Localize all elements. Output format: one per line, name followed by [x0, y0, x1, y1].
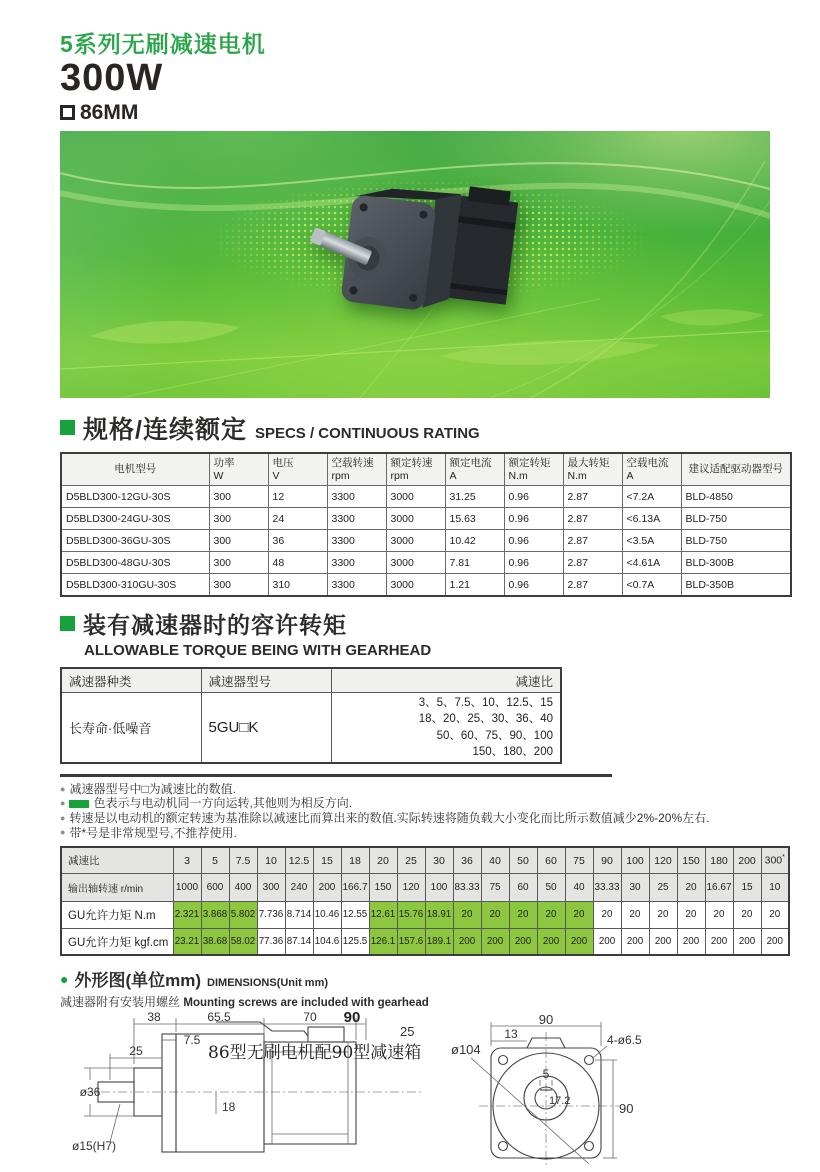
- dim-right-90: 90: [619, 1101, 634, 1117]
- ratio-cell: 36: [453, 847, 481, 873]
- ratio-cell: 180: [705, 847, 733, 873]
- ratio-cell: 10: [761, 873, 789, 901]
- dimensions-title: [60, 966, 790, 991]
- spec-cell: <6.13A: [622, 508, 681, 530]
- ratio-cell: 30: [425, 847, 453, 873]
- dims-title-cn: 外形图(单位mm): [74, 971, 202, 991]
- spec-cell: 300: [209, 530, 268, 552]
- spec-cell: 48: [268, 552, 327, 574]
- spec-cell: 3000: [386, 508, 445, 530]
- ratio-cell: 15: [733, 873, 761, 901]
- section-marker-icon: [60, 420, 75, 435]
- spec-cell: 2.87: [563, 508, 622, 530]
- ratio-cell: 75: [565, 847, 593, 873]
- motor-model: D5BLD300-24GU-30S: [61, 508, 209, 530]
- ratio-cell: 10: [257, 847, 285, 873]
- spec-cell: BLD-750: [681, 508, 791, 530]
- ratio-row: [61, 928, 789, 955]
- gearhead-col-header: 减速器型号: [201, 668, 331, 693]
- spec-col-header: 功率 W: [209, 453, 268, 486]
- gearhead-col-header: 减速器种类: [61, 668, 201, 693]
- spec-cell: 0.96: [504, 508, 563, 530]
- specs-title-en: SPECS / CONTINUOUS RATING: [254, 424, 480, 442]
- specs-title-cn: 规格/连续额定: [83, 415, 247, 444]
- spec-cell: 300: [209, 508, 268, 530]
- spec-cell: 0.96: [504, 552, 563, 574]
- spec-cell: BLD-4850: [681, 486, 791, 508]
- ratio-cell: 104.6: [313, 928, 341, 955]
- spec-cell: 3300: [327, 574, 386, 596]
- ratio-cell: 87.14: [285, 928, 313, 955]
- ratio-cell: 40: [481, 847, 509, 873]
- motor-model: D5BLD300-12GU-30S: [61, 486, 209, 508]
- spec-cell: BLD-300B: [681, 552, 791, 574]
- ratio-cell: 40: [565, 873, 593, 901]
- spec-cell: 310: [268, 574, 327, 596]
- torque-title-cn: 装有减速器时的容许转矩: [83, 611, 347, 638]
- spec-cell: 0.96: [504, 486, 563, 508]
- spec-cell: <4.61A: [622, 552, 681, 574]
- motor-model: D5BLD300-310GU-30S: [61, 574, 209, 596]
- ratio-cell: 125.5: [341, 928, 369, 955]
- ratio-cell: 20: [677, 873, 705, 901]
- dims-note-cn: 减速器附有安装用螺丝: [60, 995, 181, 1010]
- ratio-cell: 75: [481, 873, 509, 901]
- ratio-cell: 20: [593, 901, 621, 928]
- series-title: 5系列无刷减速电机: [60, 31, 266, 57]
- ratio-cell: 126.1: [369, 928, 397, 955]
- ratio-row-label: 输出轴转速 r/min: [61, 873, 173, 901]
- spec-cell: 12: [268, 486, 327, 508]
- ratio-cell: 50: [509, 847, 537, 873]
- spec-cell: 31.25: [445, 486, 504, 508]
- dim-shaft-dia: ø15(H7): [72, 1139, 117, 1154]
- gearhead-type: 长寿命·低噪音: [61, 693, 201, 763]
- ratio-cell: 18: [341, 847, 369, 873]
- dim-13: 13: [504, 1027, 518, 1042]
- spec-cell: 36: [268, 530, 327, 552]
- ratio-table: [60, 846, 790, 956]
- ratio-cell: 20: [761, 901, 789, 928]
- note-bullet-icon: ●: [60, 798, 66, 809]
- spec-col-header: 最大转矩 N.m: [563, 453, 622, 486]
- product-banner: [60, 131, 770, 398]
- ratio-cell: 7.5: [229, 847, 257, 873]
- ratio-cell: 157.6: [397, 928, 425, 955]
- specs-section-title: [60, 410, 790, 446]
- ratio-cell: 200: [733, 847, 761, 873]
- ratio-cell: 3.868: [201, 901, 229, 928]
- ratio-cell: 300*: [761, 847, 789, 873]
- note-text: 色表示与电动机同一方向运转,其他则为相反方向.: [93, 796, 353, 811]
- ratio-cell: 5.802: [229, 901, 257, 928]
- spec-cell: 1.21: [445, 574, 504, 596]
- ratio-cell: 20: [565, 901, 593, 928]
- spec-col-header: 额定转速 rpm: [386, 453, 445, 486]
- ratio-cell: 200: [705, 928, 733, 955]
- ratio-cell: 3: [173, 847, 201, 873]
- spec-col-header: 建议适配驱动器型号: [681, 453, 791, 486]
- ratio-cell: 10.46: [313, 901, 341, 928]
- motor-model: D5BLD300-48GU-30S: [61, 552, 209, 574]
- gearhead-ratios: 3、5、7.5、10、12.5、15 18、20、25、30、36、40 50、60、75、90、100 150、180、200: [331, 693, 561, 763]
- ratio-cell: 20: [705, 901, 733, 928]
- spec-cell: <7.2A: [622, 486, 681, 508]
- ratio-cell: 189.1: [425, 928, 453, 955]
- square-frame-icon: [60, 105, 75, 120]
- figure-caption: 86型无刷电机配90型减速箱: [208, 1043, 422, 1063]
- ratio-cell: 8.714: [285, 901, 313, 928]
- note-text: 带*号是非常规型号,不推荐使用.: [69, 825, 237, 840]
- note-text: 转速是以电动机的额定转速为基准除以减速比而算出来的数值.实际转速将随负载大小变化而比所示数值减少2%-20%左右.: [69, 811, 710, 826]
- frame-size: [60, 101, 790, 125]
- ratio-cell: 25: [649, 873, 677, 901]
- dim-18: 18: [222, 1100, 236, 1115]
- ratio-cell: 200: [313, 873, 341, 901]
- dim-7-5: 7.5: [183, 1033, 201, 1048]
- ratio-cell: 7.736: [257, 901, 285, 928]
- spec-col-header: 空载转速 rpm: [327, 453, 386, 486]
- ratio-cell: 25: [397, 847, 425, 873]
- spec-col-header: 电压 V: [268, 453, 327, 486]
- ratio-cell: 20: [369, 847, 397, 873]
- ratio-row: [61, 873, 789, 901]
- specs-table: [60, 452, 792, 597]
- ratio-cell: 18.91: [425, 901, 453, 928]
- spec-row: [61, 508, 791, 530]
- spec-cell: 2.87: [563, 486, 622, 508]
- note-item: [60, 796, 790, 811]
- spec-cell: 7.81: [445, 552, 504, 574]
- ratio-cell: 20: [621, 901, 649, 928]
- spec-row: [61, 530, 791, 552]
- spec-col-header: 空载电流 A: [622, 453, 681, 486]
- ratio-cell: 20: [677, 901, 705, 928]
- ratio-cell: 200: [593, 928, 621, 955]
- ratio-cell: 600: [201, 873, 229, 901]
- ratio-row: [61, 847, 789, 873]
- ratio-cell: 100: [425, 873, 453, 901]
- ratio-row-label: 减速比: [61, 847, 173, 873]
- power-rating: 300W: [60, 57, 164, 99]
- spec-cell: <0.7A: [622, 574, 681, 596]
- ratio-cell: 50: [537, 873, 565, 901]
- divider-rule: [60, 774, 612, 777]
- dims-title-en: DIMENSIONS(Unit mm): [207, 977, 329, 990]
- ratio-cell: 60: [537, 847, 565, 873]
- ratio-cell: 2.321: [173, 901, 201, 928]
- ratio-row-label: GU允许力矩 N.m: [61, 901, 173, 928]
- spec-cell: 3300: [327, 530, 386, 552]
- spec-cell: 15.63: [445, 508, 504, 530]
- ratio-row: [61, 901, 789, 928]
- frame-size-label: 86MM: [80, 100, 139, 124]
- ratio-cell: 60: [509, 873, 537, 901]
- dim-dia104: ø104: [451, 1042, 481, 1058]
- bullet-dot-icon: ●: [60, 970, 69, 987]
- ratio-cell: 200: [565, 928, 593, 955]
- spec-row: [61, 486, 791, 508]
- spec-cell: 300: [209, 574, 268, 596]
- spec-cell: <3.5A: [622, 530, 681, 552]
- ratio-cell: 20: [537, 901, 565, 928]
- ratio-cell: 15.76: [397, 901, 425, 928]
- dim-90: 90: [343, 1009, 361, 1027]
- dimensions-note: [60, 993, 790, 1010]
- ratio-cell: 200: [453, 928, 481, 955]
- ratio-cell: 240: [285, 873, 313, 901]
- torque-title-en: ALLOWABLE TORQUE BEING WITH GEARHEAD: [84, 641, 432, 659]
- ratio-cell: 400: [229, 873, 257, 901]
- spec-cell: 2.87: [563, 574, 622, 596]
- ratio-cell: 200: [761, 928, 789, 955]
- note-bullet-icon: ●: [60, 827, 66, 838]
- gearhead-model: 5GU□K: [201, 693, 331, 763]
- page-number: 25: [400, 1024, 415, 1039]
- spec-cell: 300: [209, 486, 268, 508]
- note-text: 减速器型号中□为减速比的数值.: [69, 781, 237, 796]
- dim-keyway: 5: [542, 1067, 550, 1082]
- gearhead-row: [61, 693, 561, 763]
- front-view-drawing: [449, 1014, 687, 1172]
- spec-cell: 3000: [386, 486, 445, 508]
- ratio-cell: 58.02: [229, 928, 257, 955]
- dim-top-90: 90: [538, 1012, 554, 1028]
- note-bullet-icon: ●: [60, 783, 66, 794]
- spec-cell: 3000: [386, 552, 445, 574]
- spec-cell: BLD-750: [681, 530, 791, 552]
- ratio-cell: 12.55: [341, 901, 369, 928]
- dim-65-5: 65.5: [207, 1010, 231, 1025]
- green-direction-swatch-icon: [69, 800, 89, 808]
- note-bullet-icon: ●: [60, 812, 66, 823]
- dimension-drawings: [70, 1009, 790, 1172]
- dim-holes: 4-ø6.5: [607, 1033, 642, 1048]
- spec-cell: 0.96: [504, 574, 563, 596]
- ratio-cell: 5: [201, 847, 229, 873]
- spec-cell: 2.87: [563, 552, 622, 574]
- ratio-cell: 120: [649, 847, 677, 873]
- spec-cell: 3000: [386, 530, 445, 552]
- ratio-cell: 150: [677, 847, 705, 873]
- spec-cell: 3000: [386, 574, 445, 596]
- ratio-cell: 30: [621, 873, 649, 901]
- note-item: [60, 782, 790, 797]
- ratio-cell: 120: [397, 873, 425, 901]
- ratio-cell: 33.33: [593, 873, 621, 901]
- spec-cell: 2.87: [563, 530, 622, 552]
- spec-cell: 300: [209, 552, 268, 574]
- gearhead-table: [60, 667, 562, 764]
- ratio-cell: 100: [621, 847, 649, 873]
- spec-cell: BLD-350B: [681, 574, 791, 596]
- dims-note-en: Mounting screws are included with gearhead: [183, 997, 429, 1010]
- ratio-cell: 200: [509, 928, 537, 955]
- ratio-cell: 12.61: [369, 901, 397, 928]
- ratio-cell: 200: [621, 928, 649, 955]
- spec-cell: 0.96: [504, 530, 563, 552]
- ratio-cell: 20: [733, 901, 761, 928]
- motor-model: D5BLD300-36GU-30S: [61, 530, 209, 552]
- spec-row: [61, 552, 791, 574]
- gearhead-col-header: 减速比: [331, 668, 561, 693]
- ratio-cell: 20: [649, 901, 677, 928]
- spec-col-header: 电机型号: [61, 453, 209, 486]
- ratio-cell: 200: [733, 928, 761, 955]
- spec-row: [61, 574, 791, 596]
- dim-25: 25: [129, 1044, 143, 1059]
- ratio-cell: 90: [593, 847, 621, 873]
- spec-cell: 3300: [327, 552, 386, 574]
- dim-38: 38: [147, 1010, 161, 1025]
- ratio-cell: 300: [257, 873, 285, 901]
- ratio-cell: 200: [677, 928, 705, 955]
- ratio-cell: 200: [537, 928, 565, 955]
- spec-col-header: 额定电流 A: [445, 453, 504, 486]
- side-view-drawing: [70, 1009, 435, 1156]
- spec-cell: 3300: [327, 486, 386, 508]
- ratio-cell: 150: [369, 873, 397, 901]
- notes-list: [60, 782, 790, 841]
- ratio-cell: 83.33: [453, 873, 481, 901]
- ratio-cell: 166.7: [341, 873, 369, 901]
- spec-cell: 10.42: [445, 530, 504, 552]
- dim-70: 70: [303, 1010, 317, 1025]
- ratio-cell: 12.5: [285, 847, 313, 873]
- dim-shaft: 17.2: [549, 1095, 571, 1108]
- ratio-cell: 200: [649, 928, 677, 955]
- torque-section-title: [60, 607, 790, 640]
- spec-cell: 24: [268, 508, 327, 530]
- ratio-cell: 23.21: [173, 928, 201, 955]
- ratio-cell: 1000: [173, 873, 201, 901]
- ratio-cell: 77.36: [257, 928, 285, 955]
- ratio-cell: 20: [509, 901, 537, 928]
- note-item: [60, 826, 790, 841]
- ratio-cell: 16.67: [705, 873, 733, 901]
- page-header: [60, 26, 790, 125]
- section-marker-icon: [60, 616, 75, 631]
- ratio-cell: 200: [481, 928, 509, 955]
- spec-cell: 3300: [327, 508, 386, 530]
- spec-col-header: 额定转矩 N.m: [504, 453, 563, 486]
- motor-product-photo: [315, 166, 550, 381]
- note-item: [60, 811, 790, 826]
- ratio-row-label: GU允许力矩 kgf.cm: [61, 928, 173, 955]
- ratio-cell: 38.68: [201, 928, 229, 955]
- ratio-cell: 20: [481, 901, 509, 928]
- ratio-cell: 15: [313, 847, 341, 873]
- dim-dia36: ø36: [79, 1085, 101, 1100]
- ratio-cell: 20: [453, 901, 481, 928]
